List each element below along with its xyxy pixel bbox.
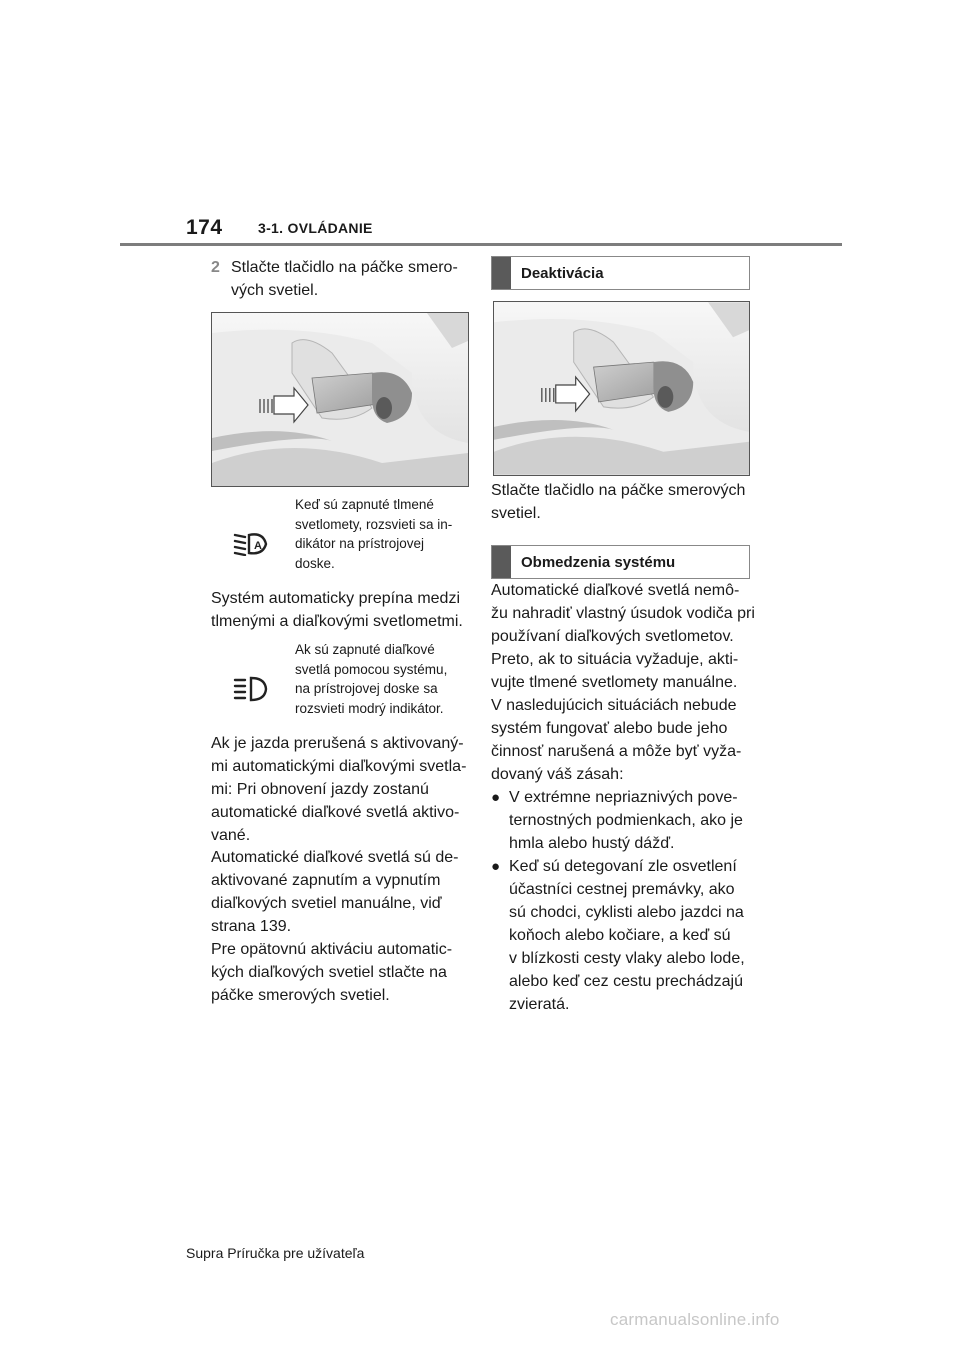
svg-text:A: A: [254, 540, 262, 552]
header-rule: [120, 243, 842, 246]
paragraph-system-switch: Systém automaticky prepína medzi tlmenými a diaľkovými svetlometmi.: [211, 590, 463, 630]
auto-low-beam-indicator-icon: [233, 530, 269, 556]
step-2: [211, 256, 471, 302]
list-item: ● Keď sú detegovaní zle osvetlení účastníci cestnej premávky, ako sú chodci, cyklisti alebo jazdci na koňoch alebo kočiare, a keď sú v blízkosti cesty vlaky alebo lode, alebo keď cez cestu prechádzajú zvieratá.: [491, 855, 766, 1016]
stalk-illustration-right: [493, 301, 750, 476]
bullet-icon: ●: [491, 789, 501, 806]
paragraph-reactivation: Pre opätovnú aktiváciu automatic- kých diaľkových svetiel stlačte na páčke smerových svetiel.: [211, 941, 453, 1004]
section-box-deactivation: [491, 256, 750, 290]
step-number: 2: [211, 259, 220, 276]
turn-signal-stalk-drawing: [494, 302, 749, 475]
note-high-beam: Ak sú zapnuté diaľkové svetlá pomocou systému, na prístrojovej doske sa rozsvieti modrý indikátor.: [295, 642, 448, 716]
section-box-limitations: [491, 545, 750, 579]
section-box-title: Obmedzenia systému: [521, 553, 676, 571]
section-title: 3-1. OVLÁDANIE: [258, 220, 373, 236]
paragraph-deactivation-manual: Automatické diaľkové svetlá sú de- aktivované zapnutím a vypnutím diaľkových svetiel manuálne, viď strana 139.: [211, 849, 459, 935]
turn-signal-stalk-drawing: [212, 313, 468, 486]
paragraph-drive-interrupted: Ak je jazda prerušená s aktivovaný- mi automatickými diaľkovými svetla- mi: Pri obnovení jazdy zostanú automatické diaľkové svetlá aktivo- vané.: [211, 735, 467, 844]
step-text-line2: vých svetiel.: [231, 282, 319, 299]
list-item: ● V extrémne nepriaznivých pove- ternostných podmienkach, ako je hmla alebo hustý dážď.: [491, 786, 766, 855]
footer-text: Supra Príručka pre užívateľa: [186, 1245, 365, 1261]
paragraph-cannot-replace-judgement: Automatické diaľkové svetlá nemô- žu nahradiť vlastný úsudok vodiča pri používaní diaľkových svetlometov. Preto, ak to situácia vyžaduje, akti- vujte tlmené svetlomety manuálne.: [491, 582, 755, 691]
note-low-beam: Keď sú zapnuté tlmené svetlomety, rozsvieti sa in- dikátor na prístrojovej doske.: [295, 497, 453, 571]
section-box-bar: [492, 257, 511, 289]
section-box-bar: [492, 546, 511, 578]
paragraph-deactivate-press: Stlačte tlačidlo na páčke smerových svetiel.: [491, 482, 746, 522]
page-number: 174: [186, 216, 223, 239]
auto-high-beam-indicator-icon: [233, 676, 269, 702]
bullet-icon: ●: [491, 858, 501, 875]
section-box-title: Deaktivácia: [521, 264, 604, 282]
watermark: carmanualsonline.info: [610, 1310, 780, 1329]
paragraph-situations-intro: V nasledujúcich situáciách nebude systém fungovať alebo bude jeho činnosť narušená a môže byť vyža- dovaný váš zásah:: [491, 697, 742, 783]
step-text-line1: Stlačte tlačidlo na páčke smero-: [231, 259, 458, 276]
stalk-illustration-left: [211, 312, 469, 487]
